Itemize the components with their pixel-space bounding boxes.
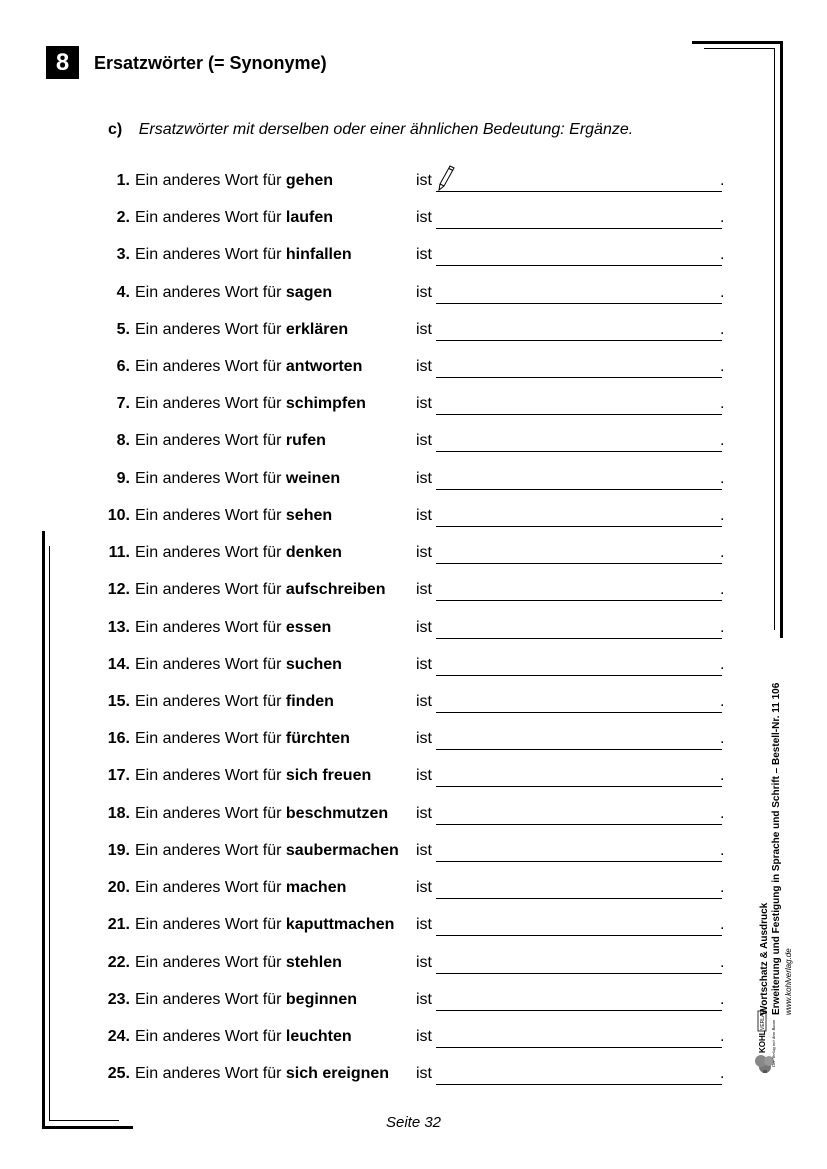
item-word: laufen	[285, 209, 334, 226]
exercise-item	[100, 954, 730, 978]
item-prompt	[135, 730, 350, 748]
item-number: 25.	[107, 1065, 130, 1082]
answer-line[interactable]	[436, 775, 722, 787]
exercise-item	[100, 730, 730, 754]
item-end-dot: .	[720, 619, 725, 636]
item-end-dot: .	[720, 507, 725, 524]
item-word: sich ereignen	[285, 1065, 390, 1082]
item-word: sagen	[285, 284, 333, 301]
item-connector: ist	[416, 1028, 432, 1045]
item-prefix: Ein anderes Wort für	[135, 172, 282, 189]
answer-line[interactable]	[436, 589, 722, 601]
item-word: sehen	[285, 507, 333, 524]
item-end-dot: .	[720, 544, 725, 561]
item-end-dot: .	[720, 656, 725, 673]
item-prompt	[135, 470, 340, 488]
page-title: Ersatzwörter (= Synonyme)	[94, 53, 327, 73]
item-prompt	[135, 842, 399, 860]
answer-line[interactable]	[436, 217, 722, 229]
item-prefix: Ein anderes Wort für	[135, 1065, 282, 1082]
item-connector: ist	[416, 172, 432, 189]
item-connector: ist	[416, 246, 432, 263]
side-website: www.kohlverlag.de	[784, 948, 793, 1015]
item-prompt	[135, 284, 332, 302]
item-prompt	[135, 693, 334, 711]
answer-line[interactable]	[436, 701, 722, 713]
item-connector: ist	[416, 209, 432, 226]
item-connector: ist	[416, 730, 432, 747]
item-number: 21.	[107, 916, 130, 933]
publisher-logo	[738, 1009, 778, 1088]
exercise-item	[100, 246, 730, 270]
item-end-dot: .	[720, 842, 725, 859]
item-prompt	[135, 805, 388, 823]
item-end-dot: .	[720, 172, 725, 189]
item-prefix: Ein anderes Wort für	[135, 656, 282, 673]
logo-tag: VERLAG	[760, 1009, 766, 1030]
item-connector: ist	[416, 619, 432, 636]
exercise-item	[100, 172, 730, 196]
item-word: denken	[285, 544, 342, 561]
exercise-item	[100, 767, 730, 791]
frame-right-line-inner	[774, 48, 775, 630]
item-prefix: Ein anderes Wort für	[135, 916, 282, 933]
item-connector: ist	[416, 991, 432, 1008]
item-end-dot: .	[720, 767, 725, 784]
item-end-dot: .	[720, 284, 725, 301]
item-prompt	[135, 209, 333, 227]
item-prefix: Ein anderes Wort für	[135, 730, 282, 747]
item-word: erklären	[285, 321, 349, 338]
item-prompt	[135, 1028, 352, 1046]
instruction	[108, 121, 633, 139]
exercise-item	[100, 544, 730, 568]
item-prefix: Ein anderes Wort für	[135, 767, 282, 784]
answer-line[interactable]	[436, 440, 722, 452]
answer-line[interactable]	[436, 478, 722, 490]
item-connector: ist	[416, 321, 432, 338]
item-connector: ist	[416, 581, 432, 598]
item-prompt	[135, 656, 342, 674]
item-connector: ist	[416, 767, 432, 784]
item-connector: ist	[416, 805, 432, 822]
item-connector: ist	[416, 432, 432, 449]
item-end-dot: .	[720, 916, 725, 933]
item-prefix: Ein anderes Wort für	[135, 581, 282, 598]
item-end-dot: .	[720, 693, 725, 710]
item-number: 3.	[116, 246, 130, 263]
item-prefix: Ein anderes Wort für	[135, 619, 282, 636]
answer-line[interactable]	[436, 962, 722, 974]
answer-line[interactable]	[436, 366, 722, 378]
item-connector: ist	[416, 693, 432, 710]
item-word: suchen	[285, 656, 342, 673]
item-number: 11.	[108, 544, 130, 561]
item-end-dot: .	[720, 321, 725, 338]
exercise-item	[100, 879, 730, 903]
item-word: machen	[285, 879, 347, 896]
exercise-item	[100, 507, 730, 531]
tree-icon	[738, 1009, 778, 1088]
item-end-dot: .	[720, 805, 725, 822]
item-prompt	[135, 544, 342, 562]
frame-right-line	[780, 41, 783, 638]
item-prefix: Ein anderes Wort für	[135, 507, 282, 524]
item-number: 14.	[107, 656, 130, 673]
item-prefix: Ein anderes Wort für	[135, 470, 282, 487]
item-word: saubermachen	[285, 842, 399, 859]
item-prefix: Ein anderes Wort für	[135, 879, 282, 896]
item-prefix: Ein anderes Wort für	[135, 544, 282, 561]
item-end-dot: .	[720, 470, 725, 487]
item-prefix: Ein anderes Wort für	[135, 842, 282, 859]
item-word: leuchten	[285, 1028, 352, 1045]
frame-top-line	[692, 41, 783, 44]
item-prompt	[135, 991, 357, 1009]
item-connector: ist	[416, 470, 432, 487]
item-end-dot: .	[720, 246, 725, 263]
item-connector: ist	[416, 507, 432, 524]
answer-line[interactable]	[436, 887, 722, 899]
answer-line[interactable]	[436, 403, 722, 415]
item-prefix: Ein anderes Wort für	[135, 209, 282, 226]
instruction-text: Ersatzwörter mit derselben oder einer ähnlichen Bedeutung: Ergänze.	[138, 121, 634, 138]
item-word: sich freuen	[285, 767, 372, 784]
item-number: 17.	[107, 767, 130, 784]
item-prompt	[135, 321, 348, 339]
item-prefix: Ein anderes Wort für	[135, 432, 282, 449]
side-book-title: Erweiterung und Festigung in Sprache und Schrift – Bestell-Nr. 11 106	[771, 682, 782, 1015]
item-number: 8.	[116, 432, 130, 449]
item-word: rufen	[285, 432, 326, 449]
item-number: 23.	[107, 991, 130, 1008]
answer-line[interactable]	[436, 1036, 722, 1048]
exercise-item	[100, 991, 730, 1015]
item-number: 20.	[107, 879, 130, 896]
answer-line[interactable]	[436, 552, 722, 564]
item-word: stehlen	[285, 954, 342, 971]
item-word: beschmutzen	[285, 805, 389, 822]
item-prompt	[135, 767, 371, 785]
item-end-dot: .	[720, 432, 725, 449]
exercise-item	[100, 395, 730, 419]
item-word: finden	[285, 693, 334, 710]
answer-line[interactable]	[436, 664, 722, 676]
answer-line[interactable]	[436, 180, 722, 192]
item-connector: ist	[416, 842, 432, 859]
exercise-item	[100, 284, 730, 308]
item-end-dot: .	[720, 954, 725, 971]
item-prompt	[135, 581, 385, 599]
item-prompt	[135, 432, 326, 450]
answer-line[interactable]	[436, 254, 722, 266]
item-number: 13.	[107, 619, 130, 636]
logo-name: KOHL	[758, 1030, 767, 1053]
item-number: 18.	[107, 805, 130, 822]
item-prompt	[135, 395, 366, 413]
item-end-dot: .	[720, 209, 725, 226]
item-end-dot: .	[720, 879, 725, 896]
answer-line[interactable]	[436, 924, 722, 936]
item-prompt	[135, 172, 333, 190]
item-word: aufschreiben	[285, 581, 386, 598]
answer-line[interactable]	[436, 738, 722, 750]
exercise-item	[100, 656, 730, 680]
item-number: 6.	[116, 358, 130, 375]
item-number: 7.	[116, 395, 130, 412]
exercise-item	[100, 1028, 730, 1052]
item-word: essen	[285, 619, 332, 636]
item-prompt	[135, 916, 394, 934]
item-number: 1.	[116, 172, 130, 189]
item-word: schimpfen	[285, 395, 366, 412]
exercise-item	[100, 470, 730, 494]
item-prefix: Ein anderes Wort für	[135, 358, 282, 375]
item-connector: ist	[416, 544, 432, 561]
answer-line[interactable]	[436, 329, 722, 341]
answer-line[interactable]	[436, 999, 722, 1011]
exercise-item	[100, 693, 730, 717]
answer-line[interactable]	[436, 850, 722, 862]
item-end-dot: .	[720, 1065, 725, 1082]
answer-line[interactable]	[436, 292, 722, 304]
item-prefix: Ein anderes Wort für	[135, 991, 282, 1008]
answer-line[interactable]	[436, 813, 722, 825]
item-connector: ist	[416, 395, 432, 412]
exercise-item	[100, 842, 730, 866]
item-word: antworten	[285, 358, 363, 375]
item-prefix: Ein anderes Wort für	[135, 805, 282, 822]
item-number: 5.	[116, 321, 130, 338]
item-word: kaputtmachen	[285, 916, 395, 933]
frame-left-line-inner	[49, 546, 50, 1121]
exercise-item	[100, 209, 730, 233]
instruction-label: c)	[108, 121, 123, 138]
item-prefix: Ein anderes Wort für	[135, 954, 282, 971]
item-prompt	[135, 619, 331, 637]
item-end-dot: .	[720, 358, 725, 375]
item-word: beginnen	[285, 991, 357, 1008]
item-number: 12.	[107, 581, 130, 598]
item-connector: ist	[416, 916, 432, 933]
item-connector: ist	[416, 954, 432, 971]
item-number: 9.	[116, 470, 130, 487]
item-number: 15.	[107, 693, 130, 710]
exercise-item	[100, 358, 730, 382]
pencil-icon	[437, 164, 457, 192]
item-number: 24.	[107, 1028, 130, 1045]
item-prefix: Ein anderes Wort für	[135, 321, 282, 338]
item-number: 16.	[107, 730, 130, 747]
item-number: 10.	[107, 507, 130, 524]
side-series-title: Wortschatz & Ausdruck	[759, 902, 770, 1015]
exercise-item	[100, 581, 730, 605]
frame-top-line-inner	[704, 48, 775, 49]
item-prompt	[135, 954, 342, 972]
item-end-dot: .	[720, 395, 725, 412]
exercise-item	[100, 432, 730, 456]
answer-line[interactable]	[436, 515, 722, 527]
item-end-dot: .	[720, 991, 725, 1008]
item-end-dot: .	[720, 1028, 725, 1045]
answer-line[interactable]	[436, 627, 722, 639]
item-number: 19.	[107, 842, 130, 859]
exercise-item	[100, 321, 730, 345]
exercise-item	[100, 1065, 730, 1089]
exercise-item	[100, 916, 730, 940]
item-prefix: Ein anderes Wort für	[135, 284, 282, 301]
item-word: gehen	[285, 172, 334, 189]
item-end-dot: .	[720, 730, 725, 747]
item-word: fürchten	[285, 730, 350, 747]
item-prompt	[135, 507, 332, 525]
item-prefix: Ein anderes Wort für	[135, 1028, 282, 1045]
item-word: weinen	[285, 470, 341, 487]
item-connector: ist	[416, 656, 432, 673]
logo-slogan: Der Verlag mit dem Baum	[771, 1020, 776, 1067]
item-prompt	[135, 358, 362, 376]
item-connector: ist	[416, 284, 432, 301]
item-connector: ist	[416, 1065, 432, 1082]
item-number: 22.	[107, 954, 130, 971]
side-publisher-info	[759, 675, 795, 1015]
exercise-item	[100, 619, 730, 643]
item-prefix: Ein anderes Wort für	[135, 693, 282, 710]
item-number: 2.	[116, 209, 130, 226]
answer-line[interactable]	[436, 1073, 722, 1085]
item-number: 4.	[116, 284, 130, 301]
frame-left-line	[42, 531, 45, 1129]
item-prefix: Ein anderes Wort für	[135, 246, 282, 263]
item-prompt	[135, 879, 346, 897]
item-connector: ist	[416, 879, 432, 896]
item-word: hinfallen	[285, 246, 352, 263]
item-prefix: Ein anderes Wort für	[135, 395, 282, 412]
exercise-item	[100, 805, 730, 829]
item-prompt	[135, 246, 352, 264]
item-connector: ist	[416, 358, 432, 375]
section-number-badge: 8	[46, 46, 79, 79]
item-prompt	[135, 1065, 389, 1083]
item-end-dot: .	[720, 581, 725, 598]
page-number: Seite 32	[385, 1114, 442, 1131]
